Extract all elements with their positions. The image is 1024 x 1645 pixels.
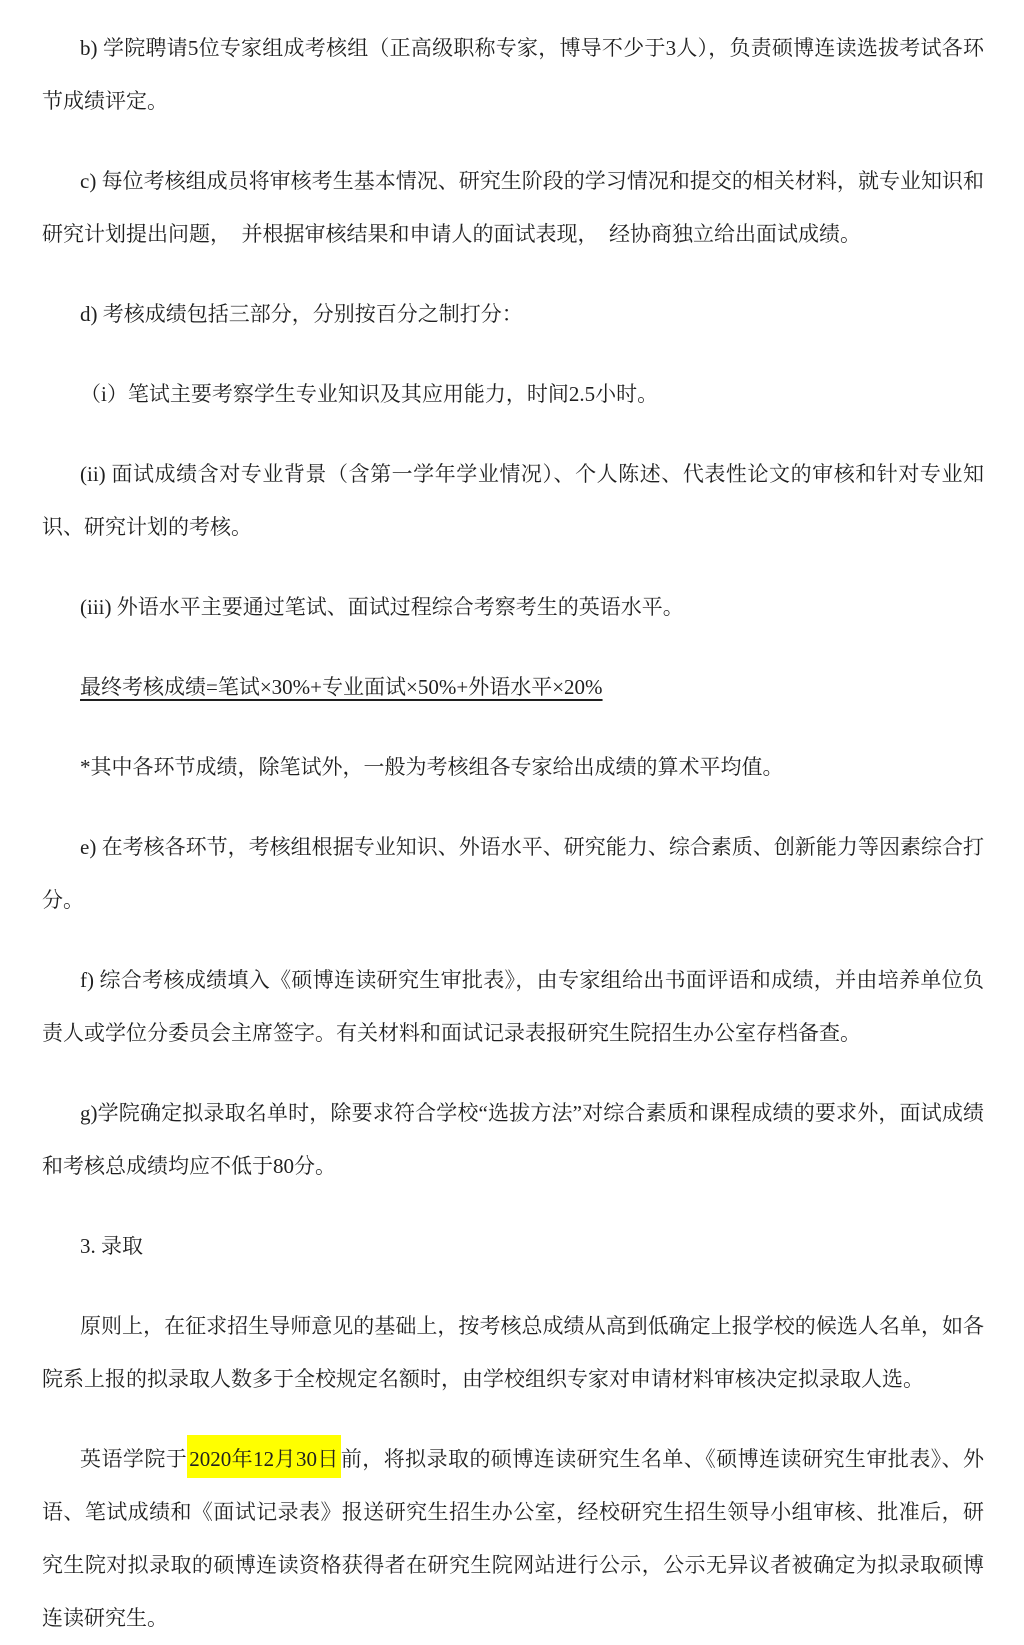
paragraph-ii-interview: (ii) 面试成绩含对专业背景（含第一学年学业情况）、个人陈述、代表性论文的审核和针对专业知识、研究计划的考核。: [42, 462, 984, 539]
final-score-formula: [42, 661, 984, 714]
section-heading-admission: 3. 录取: [80, 1234, 143, 1258]
paragraph-note-average: *其中各环节成绩，除笔试外，一般为考核组各专家给出成绩的算术平均值。: [80, 755, 784, 779]
paragraph-c-review-process: c) 每位考核组成员将审核考生基本情况、研究生阶段的学习情况和提交的相关材料，就专业知识和研究计划提出问题， 并根据审核结果和申请人的面试表现， 经协商独立给出面试成绩。: [42, 169, 984, 246]
paragraph-e-scoring-factors: e) 在考核各环节，考核组根据专业知识、外语水平、研究能力、综合素质、创新能力等因素综合打分。: [42, 835, 984, 912]
paragraph-d-score-parts: d) 考核成绩包括三部分，分别按百分之制打分：: [80, 302, 523, 326]
formula-text: 最终考核成绩=笔试×30%+专业面试×50%+外语水平×20%: [80, 675, 603, 699]
paragraph-i-written-test: （i）笔试主要考察学生专业知识及其应用能力，时间2.5小时。: [80, 382, 659, 406]
paragraph-admission-principle: 原则上，在征求招生导师意见的基础上，按考核总成绩从高到低确定上报学校的候选人名单，如各院系上报的拟录取人数多于全校规定名额时，由学校组织专家对申请材料审核决定拟录取人选。: [42, 1314, 984, 1391]
paragraph-b-expert-panel: b) 学院聘请5位专家组成考核组（正高级职称专家，博导不少于3人），负责硕博连读选拔考试各环节成绩评定。: [42, 36, 984, 113]
paragraph-g-admission-threshold: g)学院确定拟录取名单时，除要求符合学校“选拔方法”对综合素质和课程成绩的要求外，面试成绩和考核总成绩均应不低于80分。: [42, 1101, 984, 1178]
paragraph-deadline-submission: [42, 1433, 984, 1645]
paragraph-iii-foreign-language: (iii) 外语水平主要通过笔试、面试过程综合考察考生的英语水平。: [80, 595, 684, 619]
deadline-prefix: 英语学院于: [80, 1447, 188, 1471]
deadline-suffix: 前，将拟录取的硕博连读研究生名单、《硕博连读研究生审批表》、外语、笔试成绩和《面试记录表》报送研究生招生办公室，经校研究生招生领导小组审核、批准后，研究生院对拟录取的硕博连读资格获得者在研究生院网站进行公示，公示无异议者被确定为拟录取硕博连读研究生。: [42, 1447, 985, 1630]
paragraph-f-approval-form: f) 综合考核成绩填入《硕博连读研究生审批表》，由专家组给出书面评语和成绩，并由培养单位负责人或学位分委员会主席签字。有关材料和面试记录表报研究生院招生办公室存档备查。: [42, 968, 984, 1045]
deadline-date-highlight: 2020年12月30日: [187, 1435, 341, 1478]
